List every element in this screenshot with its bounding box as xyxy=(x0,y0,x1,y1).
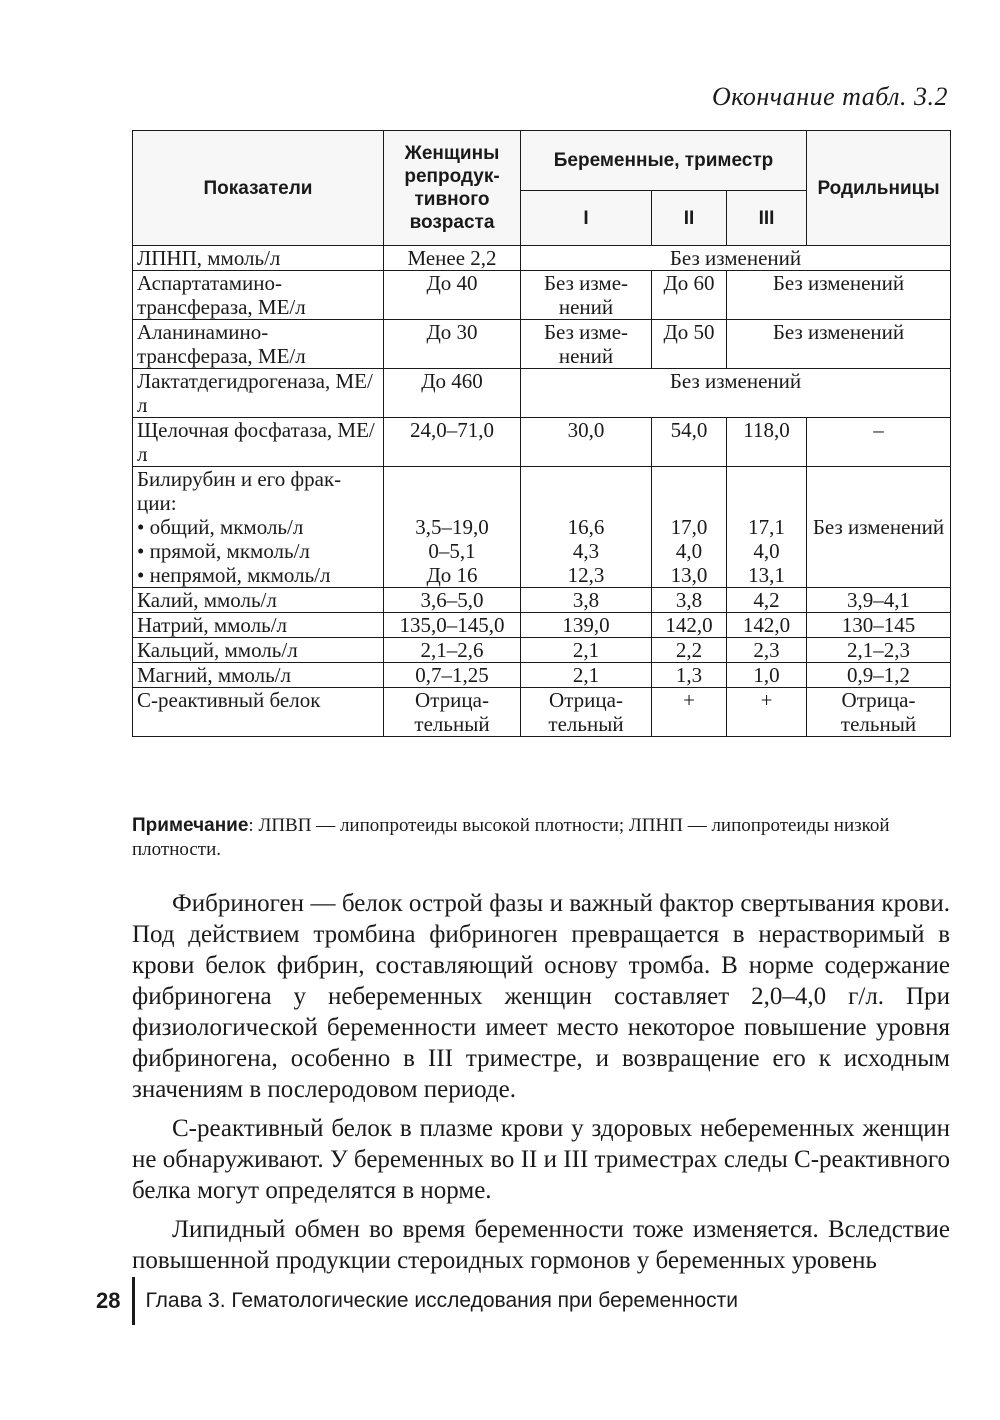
cell-t1: Без изме-нений xyxy=(521,271,652,320)
row-name-bilirubin xyxy=(133,467,384,588)
cell-women: 24,0–71,0 xyxy=(384,418,521,467)
cell-women xyxy=(384,467,521,588)
cell-post: – xyxy=(807,418,951,467)
bilirubin-direct-t1: 4,3 xyxy=(572,539,600,563)
table-row xyxy=(133,613,951,638)
footer-divider xyxy=(132,1277,135,1325)
paragraph-lipid: Липидный обмен во время беременности тоже изменяется. Вследствие повышенной продукции стероидных гормонов у беременных уровень xyxy=(132,1216,950,1274)
cell-t2: 142,0 xyxy=(652,613,727,638)
cell-post: 3,9–4,1 xyxy=(807,588,951,613)
table-row xyxy=(133,688,951,737)
bilirubin-indirect-t1: 12,3 xyxy=(567,563,605,587)
bilirubin-total-women: 3,5–19,0 xyxy=(415,515,489,539)
cell-t1: 30,0 xyxy=(521,418,652,467)
cell-women: 135,0–145,0 xyxy=(384,613,521,638)
paragraph-crp: С-реактивный белок в плазме крови у здоровых небеременных женщин не обнаруживают. У беременных во II и III триместрах следы С-реактивного белка могут определятся в норме. xyxy=(132,1115,950,1204)
cell-women: 3,6–5,0 xyxy=(384,588,521,613)
cell-t2: До 50 xyxy=(652,320,727,369)
table-note xyxy=(132,814,950,862)
table-row xyxy=(133,320,951,369)
bilirubin-total-t2: 17,0 xyxy=(670,515,708,539)
table-row xyxy=(133,369,951,418)
row-name: ЛПНП, ммоль/л xyxy=(133,246,384,271)
paragraph-fibrinogen: Фибриноген — белок острой фазы и важный фактор свертывания крови. Под действием тромбина фибриноген превращается в нерастворимый в крови белок фибрин, составляющий основу тромба. В норме содержание фибриногена у небеременных женщин составляет 2,0–4,0 г/л. При физиологической беременности имеет место некоторое повышение уровня фибриногена, особенно в III триместре, и возвращение его к исходным значениям в послеродовом периоде. xyxy=(132,890,950,1103)
cell-t2: 3,8 xyxy=(652,588,727,613)
bilirubin-direct-name: • прямой, мкмоль/л xyxy=(137,539,379,563)
cell-t2: 2,2 xyxy=(652,638,727,663)
cell-t2: 54,0 xyxy=(652,418,727,467)
cell-t3: 1,0 xyxy=(727,663,807,688)
cell-women: Отрица-тельный xyxy=(384,688,521,737)
header-indicators: Показатели xyxy=(133,131,384,246)
cell-women: Менее 2,2 xyxy=(384,246,521,271)
bilirubin-total-name: • общий, мкмоль/л xyxy=(137,515,379,539)
cell-span: Без изменений xyxy=(727,271,951,320)
table-row xyxy=(133,588,951,613)
cell-t2: До 60 xyxy=(652,271,727,320)
chapter-title: Глава 3. Гематологические исследования при беременности xyxy=(145,1289,738,1312)
cell-women: До 30 xyxy=(384,320,521,369)
row-name: С-реактивный белок xyxy=(133,688,384,737)
table-caption: Окончание табл. 3.2 xyxy=(711,82,948,111)
cell-post: Отрица-тельный xyxy=(807,688,951,737)
cell-t1 xyxy=(521,467,652,588)
cell-span: Без изменений xyxy=(521,246,951,271)
table-row xyxy=(133,418,951,467)
table-row xyxy=(133,271,951,320)
header-pregnant: Беременные, триместр xyxy=(521,131,807,191)
cell-t2: 1,3 xyxy=(652,663,727,688)
row-name: Аланинамино-трансфераза, МЕ/л xyxy=(133,320,384,369)
cell-t2: + xyxy=(652,688,727,737)
bilirubin-direct-t2: 4,0 xyxy=(675,539,703,563)
cell-span: Без изменений xyxy=(727,320,951,369)
cell-t3: + xyxy=(727,688,807,737)
cell-t3 xyxy=(727,467,807,588)
header-trimester-2: II xyxy=(652,191,727,246)
row-name: Аспартатамино-трансфераза, МЕ/л xyxy=(133,271,384,320)
bilirubin-indirect-t2: 13,0 xyxy=(670,563,708,587)
cell-t1: Отрица-тельный xyxy=(521,688,652,737)
cell-t1: 3,8 xyxy=(521,588,652,613)
cell-t2 xyxy=(652,467,727,588)
cell-t1: 2,1 xyxy=(521,638,652,663)
cell-women: До 460 xyxy=(384,369,521,418)
cell-t1: 2,1 xyxy=(521,663,652,688)
cell-span: Без изменений xyxy=(521,369,951,418)
body-text xyxy=(132,888,950,1284)
bilirubin-title: Билирубин и его фрак-ции: xyxy=(137,467,342,515)
bilirubin-total-t1: 16,6 xyxy=(567,515,605,539)
cell-t3: 118,0 xyxy=(727,418,807,467)
cell-t3: 2,3 xyxy=(727,638,807,663)
row-name: Магний, ммоль/л xyxy=(133,663,384,688)
header-trimester-1: I xyxy=(521,191,652,246)
row-name: Кальций, ммоль/л xyxy=(133,638,384,663)
cell-women: 0,7–1,25 xyxy=(384,663,521,688)
row-name: Щелочная фосфатаза, МЕ/л xyxy=(133,418,384,467)
row-name: Натрий, ммоль/л xyxy=(133,613,384,638)
table-row xyxy=(133,638,951,663)
page-number: 28 xyxy=(96,1288,121,1313)
cell-women: До 40 xyxy=(384,271,521,320)
cell-t1: 139,0 xyxy=(521,613,652,638)
bilirubin-indirect-t3: 13,1 xyxy=(748,563,785,587)
bilirubin-direct-t3: 4,0 xyxy=(753,539,780,563)
cell-t1: Без изме-нений xyxy=(521,320,652,369)
table-row xyxy=(133,246,951,271)
header-trimester-3: III xyxy=(727,191,807,246)
cell-post: 0,9–1,2 xyxy=(807,663,951,688)
row-name: Лактатдегидрогеназа, МЕ/л xyxy=(133,369,384,418)
cell-t3: 142,0 xyxy=(727,613,807,638)
note-text: : ЛПВП — липопротеиды высокой плотности; ЛПНП — липопротеиды низкой плотности. xyxy=(132,815,890,860)
note-label: Примечание xyxy=(132,815,249,836)
page-footer xyxy=(96,1277,738,1325)
bilirubin-direct-women: 0–5,1 xyxy=(428,539,476,563)
table-row xyxy=(133,663,951,688)
bilirubin-indirect-name: • непрямой, мкмоль/л xyxy=(137,563,379,587)
cell-t3: 4,2 xyxy=(727,588,807,613)
header-women: Женщины репродук-тивного возраста xyxy=(384,131,521,246)
lab-values-table xyxy=(132,130,951,737)
row-name: Калий, ммоль/л xyxy=(133,588,384,613)
bilirubin-indirect-women: До 16 xyxy=(426,563,478,587)
cell-post: 2,1–2,3 xyxy=(807,638,951,663)
bilirubin-total-t3: 17,1 xyxy=(748,515,785,539)
cell-post: 130–145 xyxy=(807,613,951,638)
table-row xyxy=(133,467,951,588)
header-postpartum: Родильницы xyxy=(807,131,951,246)
cell-post: Без изменений xyxy=(807,467,951,588)
cell-women: 2,1–2,6 xyxy=(384,638,521,663)
